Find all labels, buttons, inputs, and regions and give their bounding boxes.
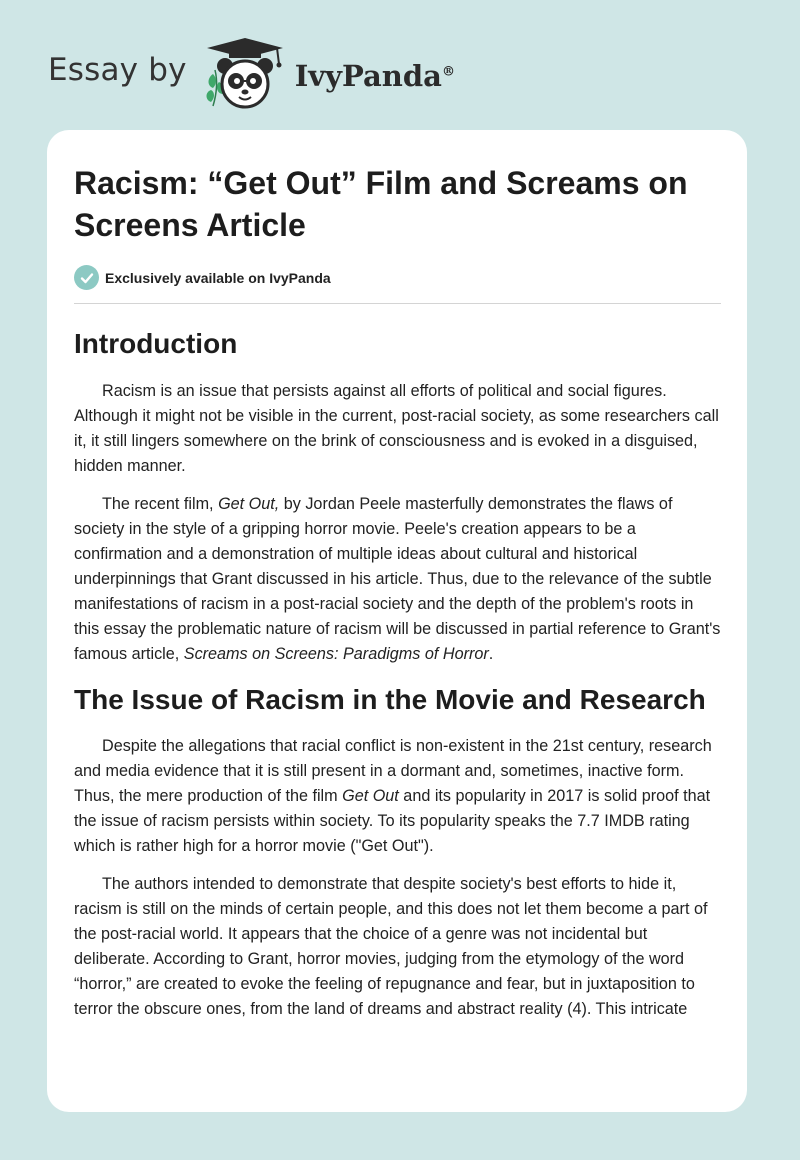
paragraph: The recent film, Get Out, by Jordan Peele masterfully demonstrates the flaws of society in the style of a gripping horror movie. Peele's creation appears to be a confirmation and a demonstration of multiple ideas about cultural and historical underpinnings that Grant discussed in his article. Thus, due to the relevance of the subtle manifestations of racism in a post-racial society and the depth of the problem's roots in this essay the problematic nature of racism will be discussed in partial reference to Grant's famous article, Screams on Screens: Paradigms of Horror. bbox=[74, 495, 721, 663]
paragraph: The authors intended to demonstrate that despite society's best efforts to hide it, racism is still on the minds of certain people, and this does not let them become a part of the post-racial world. It appears that the choice of a genre was not incidental but deliberate. According to Grant, horror movies, judging from the etymology of the word “horror,” are created to evoke the feeling of repugnance and fear, but in juxtaposition to terror the obscure ones, from the land of dreams and abstract reality (4). This intricate bbox=[74, 875, 708, 1018]
article-reference: Screams on Screens: Paradigms of Horror bbox=[183, 645, 489, 663]
panda-logo-icon bbox=[199, 34, 291, 114]
ivypanda-logo[interactable] bbox=[199, 34, 455, 114]
exclusive-label: Exclusively available on IvyPanda bbox=[105, 269, 331, 286]
exclusive-badge bbox=[74, 265, 721, 304]
site-header bbox=[48, 34, 455, 114]
brand-name: IvyPanda® bbox=[294, 59, 455, 93]
essay-by-label: Essay by bbox=[48, 52, 187, 88]
section-heading-introduction: Introduction bbox=[74, 328, 238, 359]
article-title: Racism: “Get Out” Film and Screams on Screens Article bbox=[74, 165, 688, 243]
paragraph: Racism is an issue that persists against all efforts of political and social figures. Although it might not be visible in the current, post-racial society, as some researchers call it, it still lingers somewhere on the brink of consciousness and is evoked in a disguised, hidden manner. bbox=[74, 382, 719, 475]
section-heading-issue-of-racism: The Issue of Racism in the Movie and Research bbox=[74, 684, 706, 715]
film-title: Get Out, bbox=[218, 495, 280, 513]
film-title: Get Out bbox=[342, 787, 399, 805]
check-icon bbox=[74, 265, 99, 290]
paragraph: Despite the allegations that racial conflict is non-existent in the 21st century, research and media evidence that it is still present in a dormant and, sometimes, inactive form. Thus, the mere production of the film Get Out and its popularity in 2017 is solid proof that the issue of racism persists within society. To its popularity speaks the 7.7 IMDB rating which is rather high for a horror movie ("Get Out"). bbox=[74, 737, 712, 855]
article-card bbox=[47, 130, 747, 1112]
